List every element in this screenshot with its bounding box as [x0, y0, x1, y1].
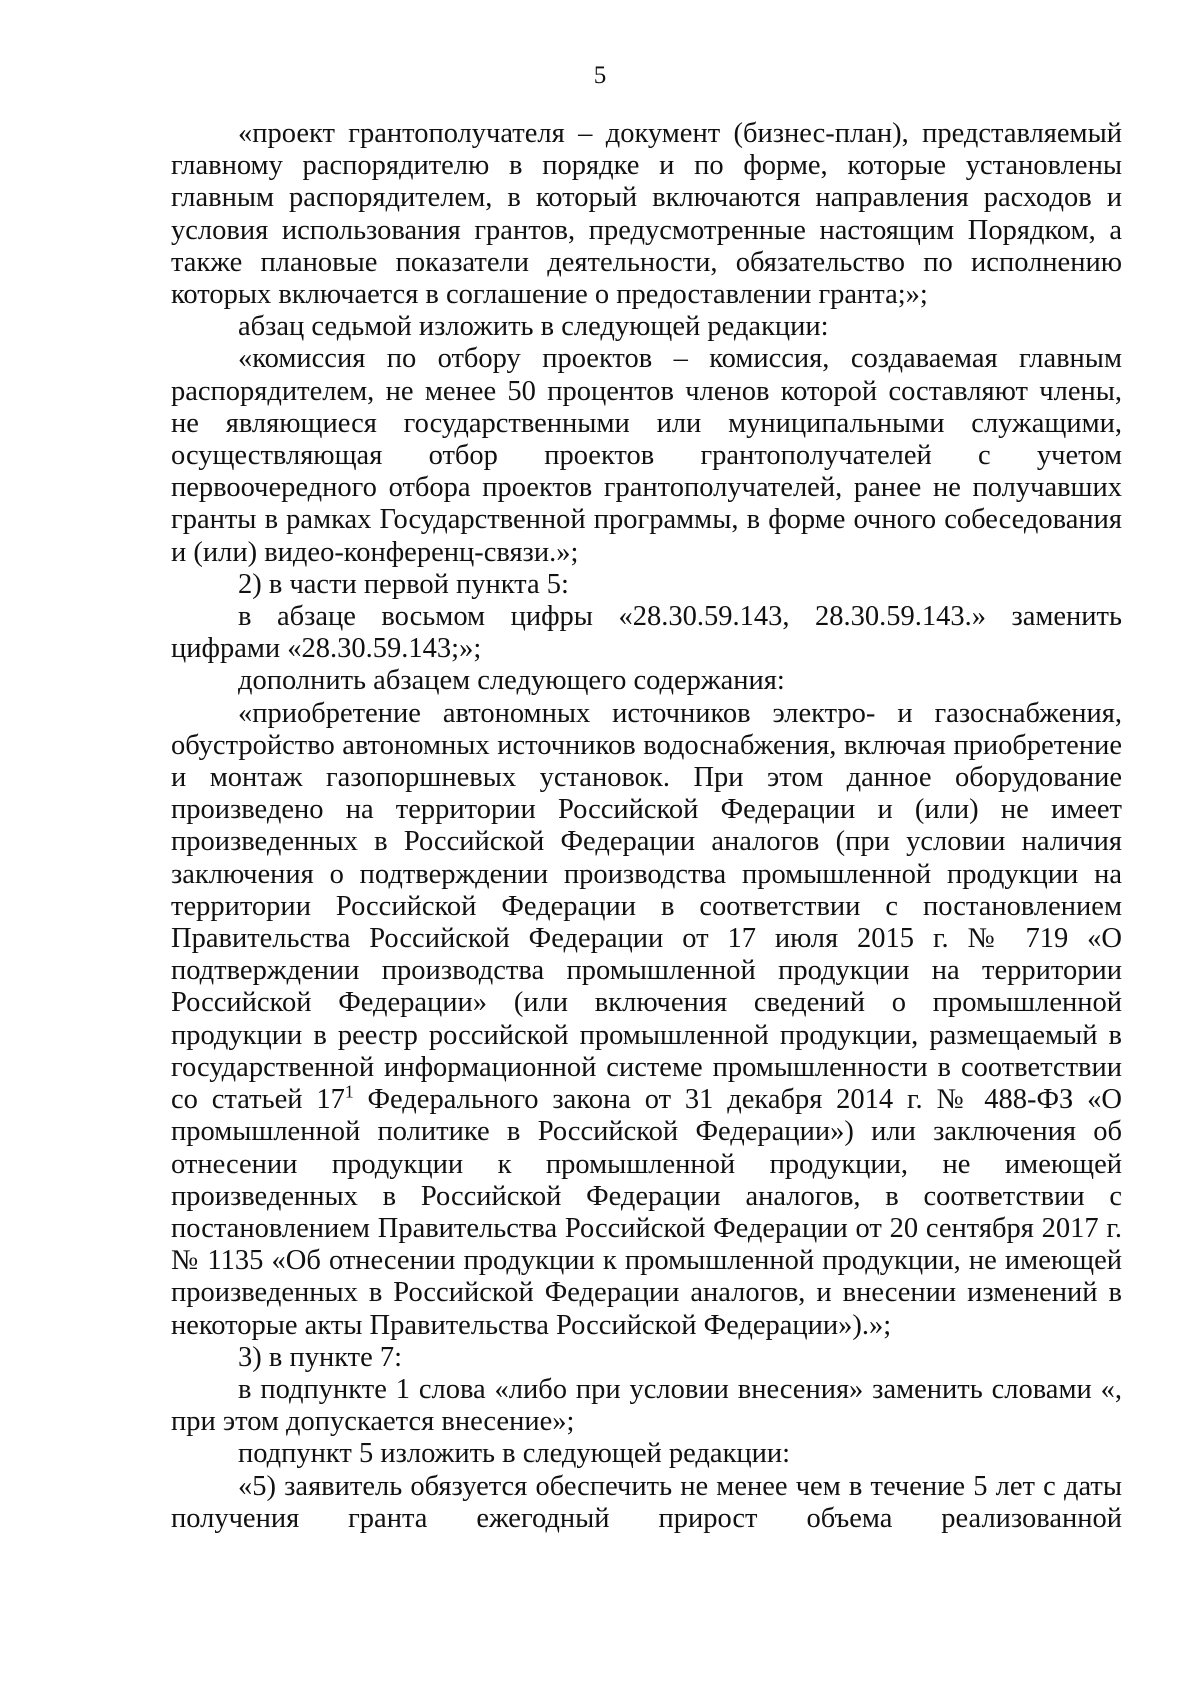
paragraph-subitem-5-text: «5) заявитель обязуется обеспечить не менее чем в течение 5 лет с даты получения гранта ежегодный прирост объема реализованной	[171, 1470, 1122, 1534]
paragraph-item-3: 3) в пункте 7:	[238, 1341, 403, 1373]
paragraph-commission-definition: «комиссия по отбору проектов – комиссия, создаваемая главным распорядителем, не менее 50 процентов членов которой составляют члены, не являющиеся государственными или муниципальными служащими, осуществляющая отбор проектов грантополучателей с учетом первоочередного отбора проектов грантополучателей, ранее не получавших гранты в рамках Государственной программы, в форме очного собеседования и (или) видео-конференц-связи.»;	[171, 343, 1122, 568]
page-number: 5	[593, 62, 607, 89]
article-superscript: 1	[344, 1081, 354, 1102]
paragraph-add-content: дополнить абзацем следующего содержания:	[238, 665, 785, 697]
paragraph-amend-seventh: абзац седьмой изложить в следующей редакции:	[238, 311, 829, 343]
document-body	[171, 118, 1122, 1535]
autonomous-text-part-1: «приобретение автономных источников электро- и газоснабжения, обустройство автономных источников водоснабжения, включая приобретение и монтаж газопоршневых установок. При этом данное оборудование произведено на территории Российской Федерации и (или) не имеет произведенных в Российской Федерации аналогов (при условии наличия заключения о подтверждении производства промышленной продукции на территории Российской Федерации в соответствии с постановлением Правительства Российской Федерации от 17 июля 2015 г. № 719 «О подтверждении производства промышленной продукции на территории Российской Федерации» (или включения сведений о промышленной продукции в реестр российской промышленной продукции, размещаемый в государственной информационной системе промышленности в соответствии со статьей 17	[171, 697, 1122, 1116]
paragraph-autonomous-sources	[171, 698, 1122, 1342]
paragraph-item-2: 2) в части первой пункта 5:	[238, 568, 569, 600]
paragraph-project-definition: «проект грантополучателя – документ (бизнес-план), представляемый главному распорядителю в порядке и по форме, которые установлены главным распорядителем, в который включаются направления расходов и условия использования грантов, предусмотренные настоящим Порядком, а также плановые показатели деятельности, обязательство по исполнению которых включается в соглашение о предоставлении гранта;»;	[171, 118, 1122, 311]
paragraph-subitem-5-heading: подпункт 5 изложить в следующей редакции:	[238, 1438, 791, 1470]
paragraph-subitem-1: в подпункте 1 слова «либо при условии внесения» заменить словами «, при этом допускается внесение»;	[171, 1373, 1122, 1438]
paragraph-eighth-digits: в абзаце восьмом цифры «28.30.59.143, 28.30.59.143.» заменить цифрами «28.30.59.143;»;	[171, 601, 1122, 665]
autonomous-text-part-2: Федерального закона от 31 декабря 2014 г. № 488-ФЗ «О промышленной политике в Российской Федерации») или заключения об отнесении продукции к промышленной продукции, не имеющей произведенных в Российской Федерации аналогов, в соответствии с постановлением Правительства Российской Федерации от 20 сентября 2017 г. № 1135 «Об отнесении продукции к промышленной продукции, не имеющей произведенных в Российской Федерации аналогов, и внесении изменений в некоторые акты Правительства Российской Федерации»).»;	[171, 1084, 1122, 1341]
